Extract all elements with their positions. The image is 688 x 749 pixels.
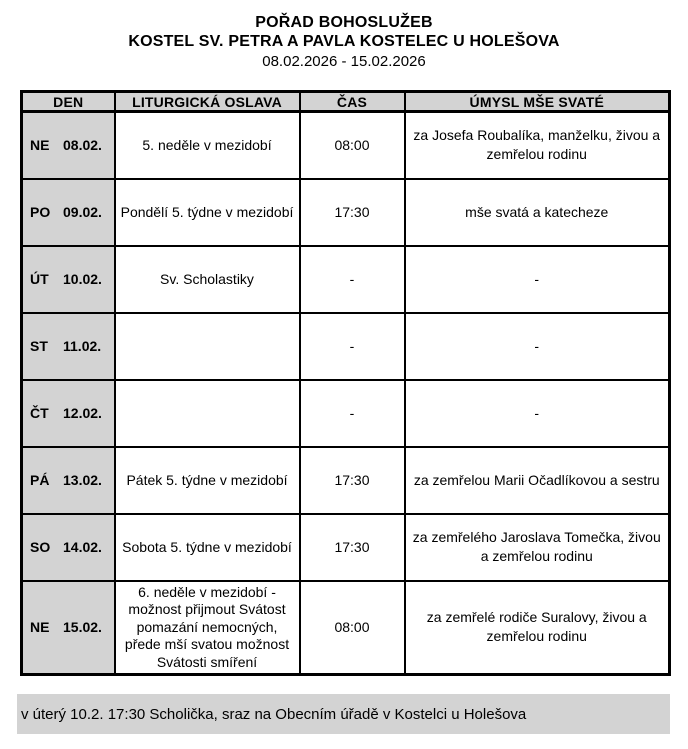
table-row xyxy=(22,380,670,447)
time-cell: - xyxy=(300,246,405,313)
table-row xyxy=(22,514,670,581)
day-cell xyxy=(22,514,115,581)
intention-cell: - xyxy=(405,313,670,380)
time-cell: 17:30 xyxy=(300,514,405,581)
footer-note-text: v úterý 10.2. 17:30 Scholička, sraz na Obecním úřadě v Kostelci u Holešova xyxy=(21,705,527,723)
table-header-row xyxy=(22,92,670,112)
celebration-cell: 6. neděle v mezidobí - možnost přijmout Svátost pomazání nemocných, přede mší svatou možnost Svátosti smíření xyxy=(115,581,300,675)
table-row xyxy=(22,246,670,313)
header-celebration: LITURGICKÁ OSLAVA xyxy=(115,92,300,112)
table-row xyxy=(22,447,670,514)
header-day: DEN xyxy=(22,92,115,112)
intention-cell: mše svatá a katecheze xyxy=(405,179,670,246)
table-row xyxy=(22,179,670,246)
day-date: 15.02. xyxy=(63,619,102,636)
mass-schedule-table xyxy=(20,90,671,676)
day-abbr: PO xyxy=(30,204,51,220)
day-date: 12.02. xyxy=(63,405,102,421)
time-cell: 17:30 xyxy=(300,179,405,246)
day-abbr: SO xyxy=(30,539,51,555)
intention-cell: za zemřelou Marii Očadlíkovou a sestru xyxy=(405,447,670,514)
time-cell: 08:00 xyxy=(300,581,405,675)
celebration-cell: Pátek 5. týdne v mezidobí xyxy=(115,447,300,514)
day-date: 13.02. xyxy=(63,472,102,488)
day-abbr: ST xyxy=(30,338,48,354)
intention-cell: - xyxy=(405,380,670,447)
celebration-cell xyxy=(115,380,300,447)
page-title: POŘAD BOHOSLUŽEB xyxy=(255,14,433,31)
table-row xyxy=(22,581,670,675)
day-date: 08.02. xyxy=(63,137,102,154)
day-cell xyxy=(22,246,115,313)
day-abbr: NE xyxy=(30,619,50,636)
table-row xyxy=(22,313,670,380)
time-cell: - xyxy=(300,313,405,380)
day-date: 11.02. xyxy=(63,338,102,354)
day-abbr: PÁ xyxy=(30,472,50,488)
day-cell xyxy=(22,313,115,380)
day-date: 09.02. xyxy=(63,204,102,220)
celebration-cell xyxy=(115,313,300,380)
header-time: ČAS xyxy=(300,92,405,112)
celebration-cell: Sv. Scholastiky xyxy=(115,246,300,313)
header-intention: ÚMYSL MŠE SVATÉ xyxy=(405,92,670,112)
time-cell: 17:30 xyxy=(300,447,405,514)
intention-cell: - xyxy=(405,246,670,313)
table-row xyxy=(22,112,670,179)
footer-note-bar xyxy=(17,694,670,734)
time-cell: - xyxy=(300,380,405,447)
intention-cell: za zemřelé rodiče Suralovy, živou a zemřelou rodinu xyxy=(405,581,670,675)
church-name: KOSTEL SV. PETRA A PAVLA KOSTELEC U HOLEŠOVA xyxy=(128,33,560,50)
day-cell xyxy=(22,447,115,514)
date-range: 08.02.2026 - 15.02.2026 xyxy=(262,53,426,70)
celebration-cell: Sobota 5. týdne v mezidobí xyxy=(115,514,300,581)
day-date: 10.02. xyxy=(63,271,102,287)
day-abbr: ČT xyxy=(30,405,49,421)
day-cell xyxy=(22,179,115,246)
day-cell xyxy=(22,380,115,447)
celebration-cell: 5. neděle v mezidobí xyxy=(115,112,300,179)
day-abbr: NE xyxy=(30,137,50,154)
day-cell xyxy=(22,112,115,179)
day-date: 14.02. xyxy=(63,539,102,555)
celebration-cell: Pondělí 5. týdne v mezidobí xyxy=(115,179,300,246)
day-abbr: ÚT xyxy=(30,271,49,287)
intention-cell: za zemřelého Jaroslava Tomečka, živou a zemřelou rodinu xyxy=(405,514,670,581)
day-cell xyxy=(22,581,115,675)
time-cell: 08:00 xyxy=(300,112,405,179)
document-header xyxy=(0,0,688,71)
intention-cell: za Josefa Roubalíka, manželku, živou a zemřelou rodinu xyxy=(405,112,670,179)
